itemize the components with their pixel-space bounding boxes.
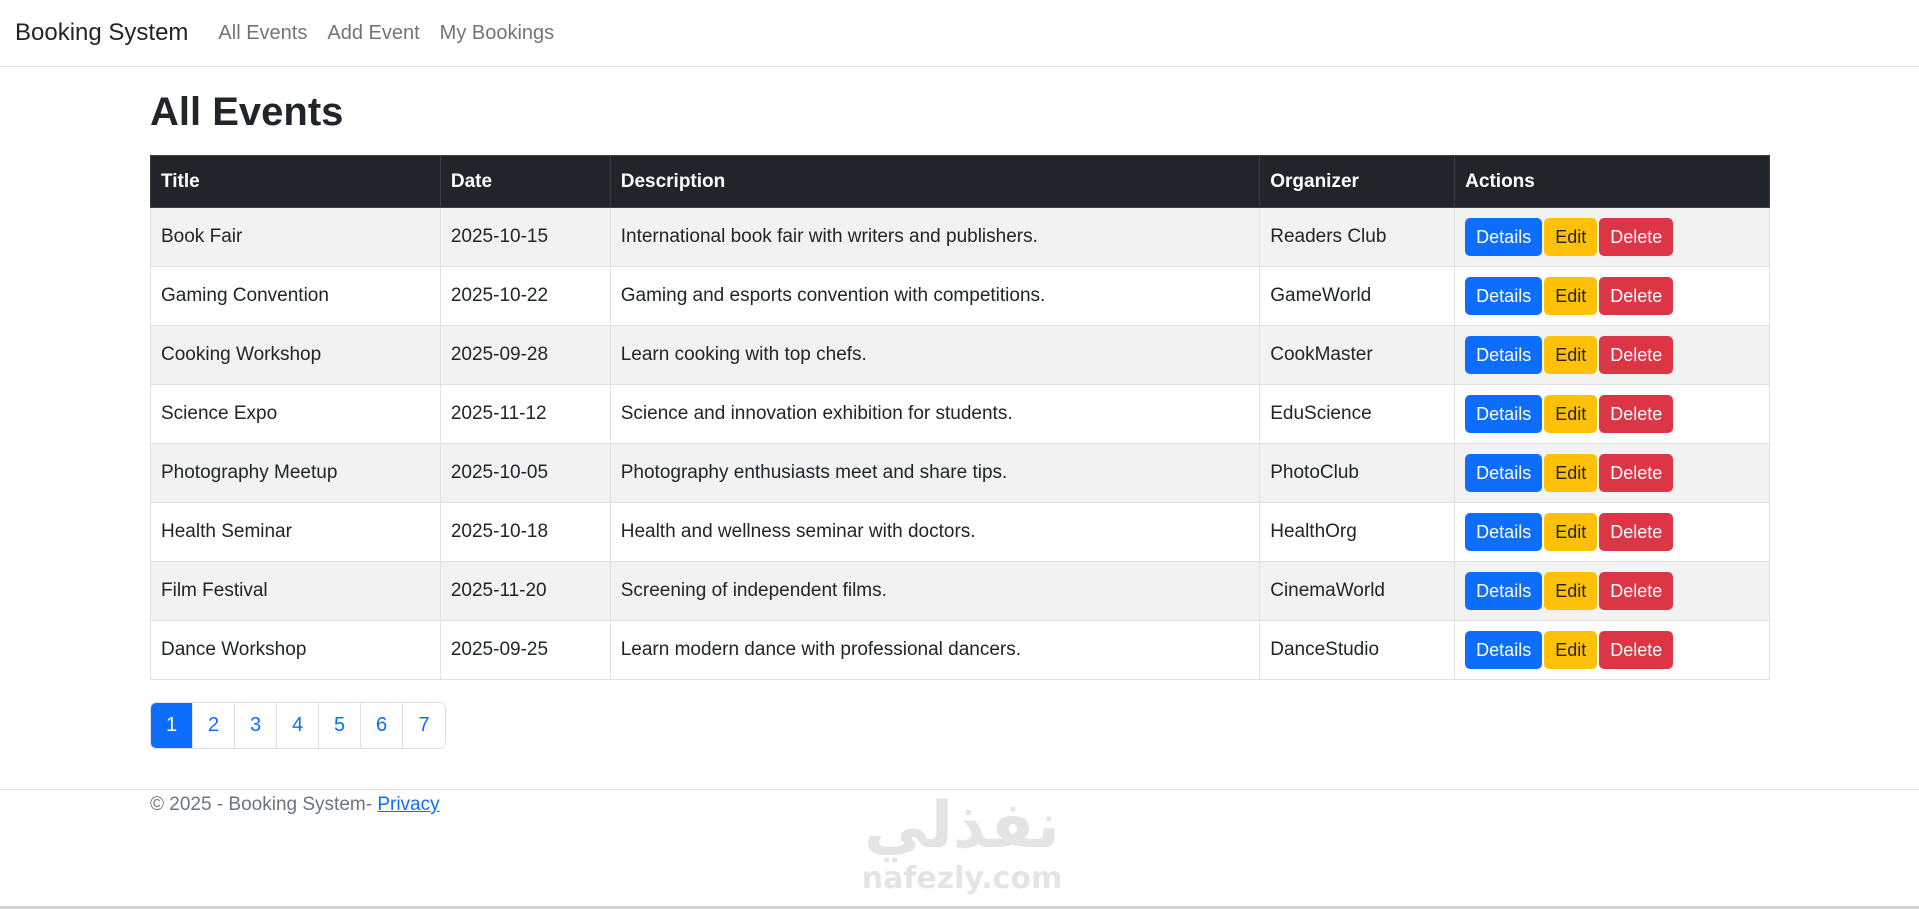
nav-link-all-events[interactable]: All Events (218, 21, 308, 44)
event-date-cell: 2025-09-28 (440, 326, 610, 385)
event-description-cell: Gaming and esports convention with competitions. (610, 267, 1260, 326)
table-row (151, 444, 1770, 503)
table-row (151, 503, 1770, 562)
event-organizer-cell: GameWorld (1260, 267, 1455, 326)
events-table-body (151, 208, 1770, 680)
details-button[interactable]: Details (1465, 572, 1542, 610)
details-button[interactable]: Details (1465, 631, 1542, 669)
delete-button[interactable]: Delete (1599, 631, 1673, 669)
events-table (150, 155, 1770, 680)
event-date-cell: 2025-10-15 (440, 208, 610, 267)
event-organizer-cell: PhotoClub (1260, 444, 1455, 503)
table-row (151, 621, 1770, 680)
event-title-cell: Cooking Workshop (151, 326, 441, 385)
navbar (0, 0, 1919, 67)
delete-button[interactable]: Delete (1599, 513, 1673, 551)
event-actions-cell (1455, 503, 1770, 562)
event-description-cell: Learn cooking with top chefs. (610, 326, 1260, 385)
event-actions-cell (1455, 621, 1770, 680)
details-button[interactable]: Details (1465, 395, 1542, 433)
page-link-4[interactable]: 4 (277, 703, 319, 748)
table-header-row (151, 156, 1770, 208)
event-title-cell: Dance Workshop (151, 621, 441, 680)
privacy-link[interactable]: Privacy (377, 794, 440, 815)
page-title: All Events (150, 90, 344, 134)
details-button[interactable]: Details (1465, 454, 1542, 492)
details-button[interactable]: Details (1465, 218, 1542, 256)
event-title-cell: Gaming Convention (151, 267, 441, 326)
table-row (151, 385, 1770, 444)
edit-button[interactable]: Edit (1544, 631, 1597, 669)
event-date-cell: 2025-10-18 (440, 503, 610, 562)
edit-button[interactable]: Edit (1544, 513, 1597, 551)
event-description-cell: Photography enthusiasts meet and share tips. (610, 444, 1260, 503)
event-date-cell: 2025-11-20 (440, 562, 610, 621)
column-header-title: Title (151, 156, 441, 208)
event-date-cell: 2025-10-05 (440, 444, 610, 503)
details-button[interactable]: Details (1465, 336, 1542, 374)
watermark-arabic-text: نفذلي (864, 789, 1060, 863)
event-description-cell: Screening of independent films. (610, 562, 1260, 621)
edit-button[interactable]: Edit (1544, 218, 1597, 256)
event-title-cell: Science Expo (151, 385, 441, 444)
event-title-cell: Film Festival (151, 562, 441, 621)
event-actions-cell (1455, 562, 1770, 621)
table-row (151, 267, 1770, 326)
event-title-cell: Health Seminar (151, 503, 441, 562)
event-actions-cell (1455, 444, 1770, 503)
event-description-cell: Science and innovation exhibition for students. (610, 385, 1260, 444)
details-button[interactable]: Details (1465, 513, 1542, 551)
delete-button[interactable]: Delete (1599, 336, 1673, 374)
page-link-7[interactable]: 7 (403, 703, 445, 748)
edit-button[interactable]: Edit (1544, 336, 1597, 374)
event-actions-cell (1455, 385, 1770, 444)
nav-link-my-bookings[interactable]: My Bookings (439, 21, 555, 44)
nav-link-add-event[interactable]: Add Event (327, 21, 420, 44)
edit-button[interactable]: Edit (1544, 277, 1597, 315)
event-organizer-cell: CinemaWorld (1260, 562, 1455, 621)
delete-button[interactable]: Delete (1599, 572, 1673, 610)
event-organizer-cell: DanceStudio (1260, 621, 1455, 680)
event-organizer-cell: HealthOrg (1260, 503, 1455, 562)
event-title-cell: Book Fair (151, 208, 441, 267)
column-header-date: Date (440, 156, 610, 208)
delete-button[interactable]: Delete (1599, 218, 1673, 256)
footer (150, 794, 440, 816)
edit-button[interactable]: Edit (1544, 572, 1597, 610)
event-actions-cell (1455, 208, 1770, 267)
event-actions-cell (1455, 326, 1770, 385)
page-link-2[interactable]: 2 (193, 703, 235, 748)
edit-button[interactable]: Edit (1544, 395, 1597, 433)
column-header-organizer: Organizer (1260, 156, 1455, 208)
table-row (151, 326, 1770, 385)
event-organizer-cell: Readers Club (1260, 208, 1455, 267)
event-date-cell: 2025-09-25 (440, 621, 610, 680)
table-row (151, 208, 1770, 267)
footer-copyright: © 2025 - Booking System- (150, 794, 378, 815)
event-description-cell: Learn modern dance with professional dancers. (610, 621, 1260, 680)
page-link-6[interactable]: 6 (361, 703, 403, 748)
column-header-description: Description (610, 156, 1260, 208)
pagination (150, 702, 446, 749)
delete-button[interactable]: Delete (1599, 395, 1673, 433)
details-button[interactable]: Details (1465, 277, 1542, 315)
event-date-cell: 2025-11-12 (440, 385, 610, 444)
column-header-actions: Actions (1455, 156, 1770, 208)
page-link-5[interactable]: 5 (319, 703, 361, 748)
page-link-3[interactable]: 3 (235, 703, 277, 748)
event-description-cell: Health and wellness seminar with doctors. (610, 503, 1260, 562)
event-date-cell: 2025-10-22 (440, 267, 610, 326)
edit-button[interactable]: Edit (1544, 454, 1597, 492)
event-title-cell: Photography Meetup (151, 444, 441, 503)
table-row (151, 562, 1770, 621)
event-actions-cell (1455, 267, 1770, 326)
watermark-latin-text: nafezly.com (861, 861, 1063, 896)
delete-button[interactable]: Delete (1599, 454, 1673, 492)
event-description-cell: International book fair with writers and publishers. (610, 208, 1260, 267)
watermark-logo (852, 790, 1072, 896)
delete-button[interactable]: Delete (1599, 277, 1673, 315)
page-link-1[interactable]: 1 (151, 703, 193, 748)
event-organizer-cell: EduScience (1260, 385, 1455, 444)
brand-link[interactable]: Booking System (15, 19, 189, 46)
event-organizer-cell: CookMaster (1260, 326, 1455, 385)
